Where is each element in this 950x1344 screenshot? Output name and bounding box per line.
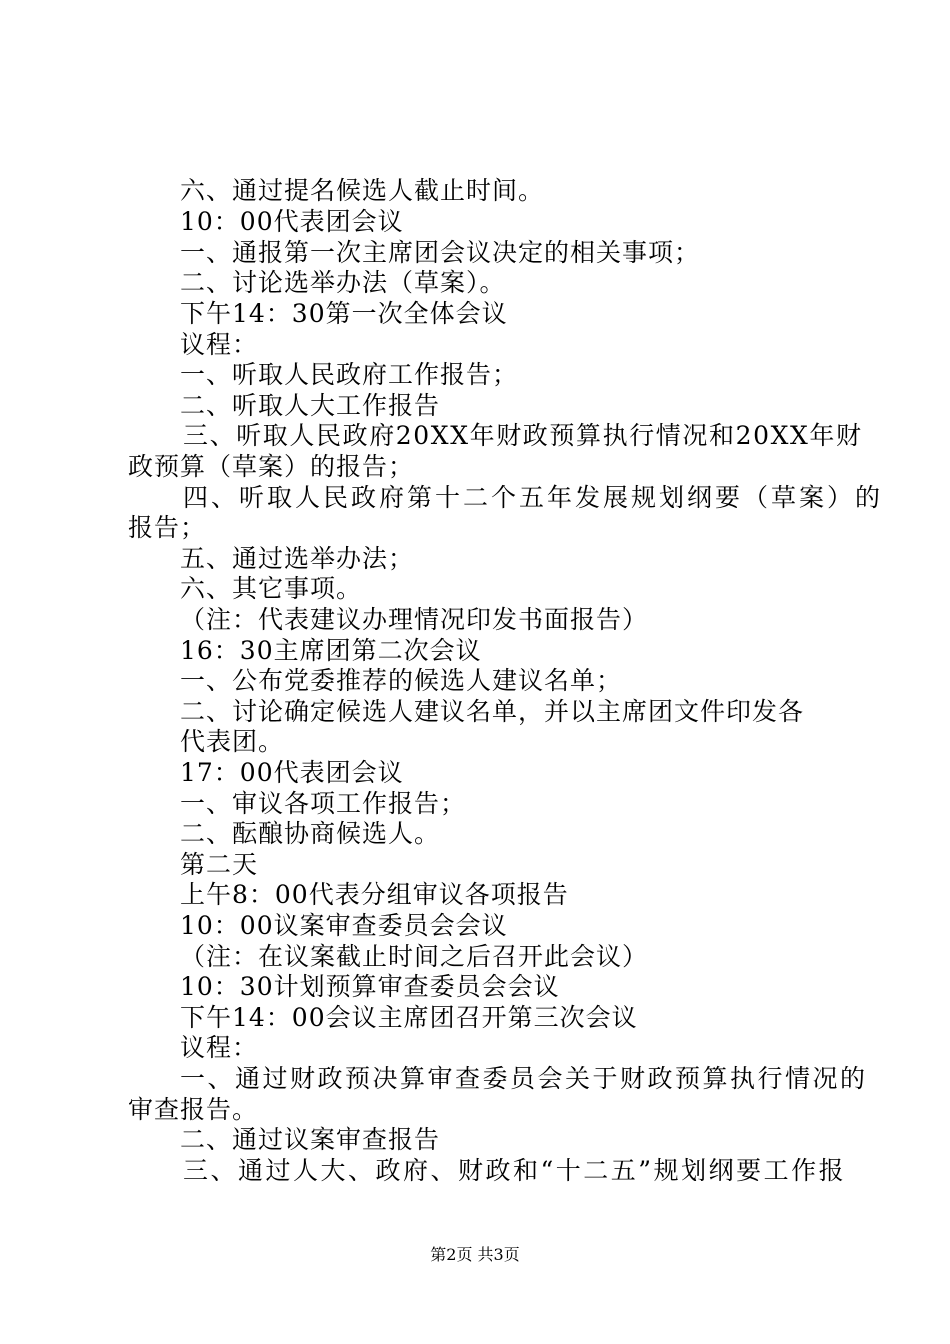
text-line: 五、通过选举办法； <box>180 544 415 573</box>
text-line: 政预算（草案）的报告； <box>128 452 415 481</box>
text-line: 一、通过财政预决算审查委员会关于财政预算执行情况的 <box>180 1064 868 1093</box>
text-line: 三、听取人民政府20XX年财政预算执行情况和20XX年财 <box>183 421 863 450</box>
text-line: （注：代表建议办理情况印发书面报告） <box>180 605 649 634</box>
text-line: 四、听取人民政府第十二个五年发展规划纲要（草案）的 <box>183 483 884 512</box>
text-line: 三、通过人大、政府、财政和“十二五”规划纲要工作报 <box>183 1156 847 1185</box>
text-line: 审查报告。 <box>128 1095 259 1124</box>
text-line: 议程： <box>180 1033 259 1062</box>
text-line: 二、讨论确定候选人建议名单，并以主席团文件印发各 <box>180 697 805 726</box>
text-line: 六、通过提名候选人截止时间。 <box>180 176 545 205</box>
text-line: （注：在议案截止时间之后召开此会议） <box>180 942 649 971</box>
text-line: 二、讨论选举办法（草案）。 <box>180 268 506 297</box>
text-line: 17：00代表团会议 <box>180 758 404 787</box>
text-line: 六、其它事项。 <box>180 574 363 603</box>
text-line: 16：30主席团第二次会议 <box>180 636 482 665</box>
text-line: 二、听取人大工作报告 <box>180 391 441 420</box>
text-line: 一、审议各项工作报告； <box>180 789 467 818</box>
text-line: 10：00议案审查委员会会议 <box>180 911 508 940</box>
text-line: 报告； <box>128 513 207 542</box>
text-line: 下午14：30第一次全体会议 <box>180 299 508 328</box>
text-line: 一、公布党委推荐的候选人建议名单； <box>180 666 623 695</box>
text-line: 议程： <box>180 330 259 359</box>
text-line: 一、通报第一次主席团会议决定的相关事项； <box>180 238 701 267</box>
text-line: 第二天 <box>180 850 259 879</box>
text-line: 10：00代表团会议 <box>180 207 404 236</box>
text-line: 一、听取人民政府工作报告； <box>180 360 519 389</box>
page-footer: 第2页 共3页 <box>430 1245 520 1264</box>
text-line: 二、通过议案审查报告 <box>180 1125 441 1154</box>
text-line: 代表团。 <box>180 727 285 756</box>
text-line: 10：30计划预算审查委员会会议 <box>180 972 560 1001</box>
text-line: 二、酝酿协商候选人。 <box>180 819 441 848</box>
text-line: 下午14：00会议主席团召开第三次会议 <box>180 1003 638 1032</box>
text-line: 上午8：00代表分组审议各项报告 <box>180 880 569 909</box>
